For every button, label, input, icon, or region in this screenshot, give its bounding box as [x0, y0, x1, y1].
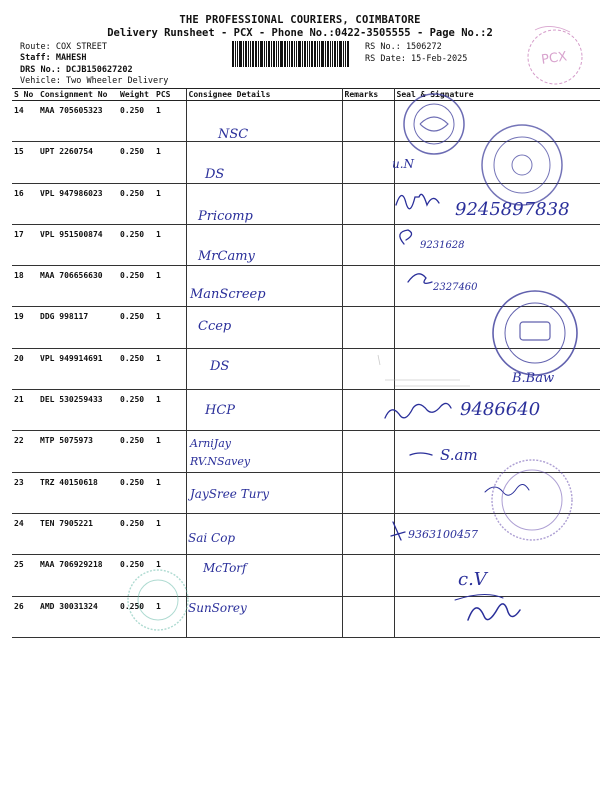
barcode-bar	[271, 41, 272, 67]
remarks-cell	[342, 390, 394, 431]
weight-cell: 0.250	[118, 307, 154, 348]
remarks-cell	[342, 307, 394, 348]
signature-cell	[394, 596, 600, 637]
table-row	[12, 348, 600, 389]
barcode	[232, 41, 356, 67]
consignment-cell: MAA 706929218	[38, 555, 118, 596]
table-row	[12, 266, 600, 307]
barcode-bar	[252, 41, 254, 67]
barcode-bar	[294, 41, 295, 67]
handwriting-signature: u.N	[392, 157, 415, 171]
handwriting-phone: 9245897838	[455, 199, 570, 220]
pcs-cell: 1	[154, 513, 186, 554]
handwriting-consignee: DS	[210, 359, 230, 374]
table-row	[12, 183, 600, 224]
weight-cell: 0.250	[118, 348, 154, 389]
pcs-cell: 1	[154, 142, 186, 183]
consignee-cell	[186, 101, 342, 142]
remarks-cell	[342, 513, 394, 554]
barcode-bar	[330, 41, 331, 67]
pcs-cell: 1	[154, 101, 186, 142]
handwriting-phone: 9486640	[460, 399, 541, 420]
signature-cell	[394, 555, 600, 596]
consignment-cell: AMD 30031324	[38, 596, 118, 637]
sno-cell: 25	[12, 555, 38, 596]
consignee-cell	[186, 555, 342, 596]
handwriting-consignee: McTorf	[203, 561, 247, 575]
consignment-cell: UPT 2260754	[38, 142, 118, 183]
consignment-cell: TEN 7905221	[38, 513, 118, 554]
weight-cell: 0.250	[118, 390, 154, 431]
barcode-bar	[314, 41, 316, 67]
consignment-cell: MAA 705605323	[38, 101, 118, 142]
weight-cell: 0.250	[118, 513, 154, 554]
barcode-bar	[321, 41, 324, 67]
sno-cell: 17	[12, 224, 38, 265]
barcode-bar	[343, 41, 344, 67]
table-row	[12, 596, 600, 637]
remarks-cell	[342, 224, 394, 265]
remarks-cell	[342, 431, 394, 472]
sno-cell: 21	[12, 390, 38, 431]
handwriting-phone: 9363100457	[408, 528, 478, 541]
sno-cell: 15	[12, 142, 38, 183]
barcode-bar	[298, 41, 301, 67]
consignment-cell: VPL 947986023	[38, 183, 118, 224]
barcode-bar	[278, 41, 279, 67]
runsheet-subtitle: Delivery Runsheet - PCX - Phone No.:0422-3505555 - Page No.:2	[107, 27, 493, 39]
barcode-bar	[260, 41, 263, 67]
weight-cell: 0.250	[118, 266, 154, 307]
remarks-cell	[342, 183, 394, 224]
handwriting-signature: S.am	[440, 446, 478, 464]
handwriting-consignee: Ccep	[198, 319, 232, 334]
remarks-cell	[342, 555, 394, 596]
weight-cell: 0.250	[118, 431, 154, 472]
pcs-cell: 1	[154, 348, 186, 389]
pcs-cell: 1	[154, 431, 186, 472]
barcode-bar	[291, 41, 293, 67]
handwriting-phone: 9231628	[420, 240, 465, 251]
remarks-cell	[342, 472, 394, 513]
pcs-cell: 1	[154, 307, 186, 348]
remarks-cell	[342, 266, 394, 307]
table-row	[12, 307, 600, 348]
vehicle-label: Vehicle: Two Wheeler Delivery	[20, 76, 169, 86]
pcs-cell: 1	[154, 596, 186, 637]
handwriting-consignee: JaySree Tury	[190, 487, 269, 501]
barcode-bar	[327, 41, 329, 67]
col-header-consignee: Consignee Details	[186, 89, 342, 101]
barcode-bar	[237, 41, 238, 67]
consignee-cell	[186, 390, 342, 431]
sno-cell: 26	[12, 596, 38, 637]
handwriting-consignee: RV.NSavey	[190, 455, 251, 468]
consignee-cell	[186, 183, 342, 224]
signature-cell	[394, 431, 600, 472]
col-header-pcs: PCS	[154, 89, 186, 101]
handwriting-consignee: DS	[205, 167, 225, 182]
sno-cell: 16	[12, 183, 38, 224]
handwriting-consignee: NSC	[218, 127, 249, 142]
handwriting-consignee: Sai Cop	[188, 531, 236, 545]
barcode-bar	[258, 41, 259, 67]
barcode-bar	[289, 41, 290, 67]
col-header-remarks: Remarks	[342, 89, 394, 101]
signature-cell	[394, 513, 600, 554]
barcode-bar	[266, 41, 267, 67]
consignment-cell: DDG 998117	[38, 307, 118, 348]
weight-cell: 0.250	[118, 555, 154, 596]
sno-cell: 24	[12, 513, 38, 554]
consignee-cell	[186, 348, 342, 389]
remarks-cell	[342, 596, 394, 637]
signature-cell	[394, 224, 600, 265]
signature-cell	[394, 101, 600, 142]
barcode-bar	[334, 41, 336, 67]
barcode-bar	[345, 41, 346, 67]
consignment-cell: VPL 951500874	[38, 224, 118, 265]
remarks-cell	[342, 142, 394, 183]
consignee-cell	[186, 224, 342, 265]
col-header-consignment: Consignment No	[38, 89, 118, 101]
pcs-cell: 1	[154, 266, 186, 307]
weight-cell: 0.250	[118, 472, 154, 513]
rs-number: RS No.: 1506272	[365, 42, 442, 52]
table-row	[12, 390, 600, 431]
handwriting-signature: c.V	[458, 569, 487, 590]
weight-cell: 0.250	[118, 596, 154, 637]
pcs-cell: 1	[154, 390, 186, 431]
barcode-bar	[245, 41, 247, 67]
handwriting-consignee: ArniJay	[190, 437, 231, 450]
consignee-cell	[186, 266, 342, 307]
sno-cell: 14	[12, 101, 38, 142]
signature-cell	[394, 472, 600, 513]
signature-cell	[394, 183, 600, 224]
barcode-bar	[311, 41, 313, 67]
barcode-bar	[325, 41, 326, 67]
table-row	[12, 555, 600, 596]
barcode-bar	[332, 41, 333, 67]
col-header-seal-signature: Seal & Signature	[394, 89, 600, 101]
table-row	[12, 224, 600, 265]
signature-cell	[394, 266, 600, 307]
pcs-cell: 1	[154, 472, 186, 513]
rs-date: RS Date: 15-Feb-2025	[365, 54, 468, 64]
barcode-bar	[243, 41, 244, 67]
consignee-cell	[186, 472, 342, 513]
sno-cell: 20	[12, 348, 38, 389]
table-row	[12, 513, 600, 554]
handwriting-consignee: Pricomp	[198, 209, 253, 224]
handwriting-consignee: HCP	[205, 403, 236, 418]
barcode-bar	[287, 41, 288, 67]
col-header-sno: S No	[12, 89, 38, 101]
barcode-bar	[232, 41, 234, 67]
sno-cell: 23	[12, 472, 38, 513]
barcode-bar	[273, 41, 275, 67]
handwriting-consignee: SunSorey	[188, 601, 247, 615]
signature-cell	[394, 348, 600, 389]
staff-label: Staff: MAHESH	[20, 53, 87, 63]
sno-cell: 18	[12, 266, 38, 307]
weight-cell: 0.250	[118, 183, 154, 224]
consignee-cell	[186, 142, 342, 183]
barcode-bar	[339, 41, 342, 67]
barcode-bar	[304, 41, 306, 67]
barcode-bar	[319, 41, 320, 67]
barcode-bar	[317, 41, 318, 67]
barcode-bar	[255, 41, 257, 67]
pcs-cell: 1	[154, 555, 186, 596]
barcode-bar	[337, 41, 338, 67]
weight-cell: 0.250	[118, 224, 154, 265]
barcode-bar	[276, 41, 277, 67]
barcode-bar	[347, 41, 349, 67]
handwriting-consignee: MrCamy	[198, 249, 255, 264]
weight-cell: 0.250	[118, 142, 154, 183]
consignment-cell: MAA 706656630	[38, 266, 118, 307]
handwriting-signature: B.Baw	[512, 371, 555, 386]
signature-cell	[394, 142, 600, 183]
table-header-row	[12, 89, 600, 101]
consignee-cell	[186, 431, 342, 472]
table-row	[12, 142, 600, 183]
table-row	[12, 101, 600, 142]
pcs-cell: 1	[154, 224, 186, 265]
handwriting-phone: 2327460	[433, 282, 478, 293]
consignment-cell: DEL 530259433	[38, 390, 118, 431]
svg-text:PCX: PCX	[540, 49, 568, 68]
barcode-bar	[264, 41, 265, 67]
route-label: Route: COX STREET	[20, 42, 107, 52]
barcode-bar	[284, 41, 286, 67]
barcode-bar	[296, 41, 297, 67]
consignment-cell: VPL 949914691	[38, 348, 118, 389]
consignment-cell: TRZ 40150618	[38, 472, 118, 513]
barcode-bar	[248, 41, 249, 67]
barcode-bar	[309, 41, 310, 67]
sno-cell: 22	[12, 431, 38, 472]
col-header-weight: Weight	[118, 89, 154, 101]
runsheet-table	[12, 88, 600, 638]
barcode-bar	[235, 41, 236, 67]
barcode-bar	[250, 41, 251, 67]
signature-cell	[394, 307, 600, 348]
signature-cell	[394, 390, 600, 431]
table-row	[12, 431, 600, 472]
consignee-cell	[186, 513, 342, 554]
consignee-cell	[186, 596, 342, 637]
remarks-cell	[342, 101, 394, 142]
remarks-cell	[342, 348, 394, 389]
barcode-bar	[239, 41, 242, 67]
barcode-bar	[268, 41, 270, 67]
table-row	[12, 472, 600, 513]
consignment-cell: MTP 5075973	[38, 431, 118, 472]
consignee-cell	[186, 307, 342, 348]
barcode-bar	[307, 41, 308, 67]
drs-number: DRS No.: DCJB150627202	[20, 65, 133, 75]
handwriting-consignee: ManScreep	[190, 287, 266, 302]
pcs-cell: 1	[154, 183, 186, 224]
sno-cell: 19	[12, 307, 38, 348]
company-title: THE PROFESSIONAL COURIERS, COIMBATORE	[179, 14, 421, 26]
barcode-bar	[280, 41, 283, 67]
barcode-bar	[302, 41, 303, 67]
weight-cell: 0.250	[118, 101, 154, 142]
